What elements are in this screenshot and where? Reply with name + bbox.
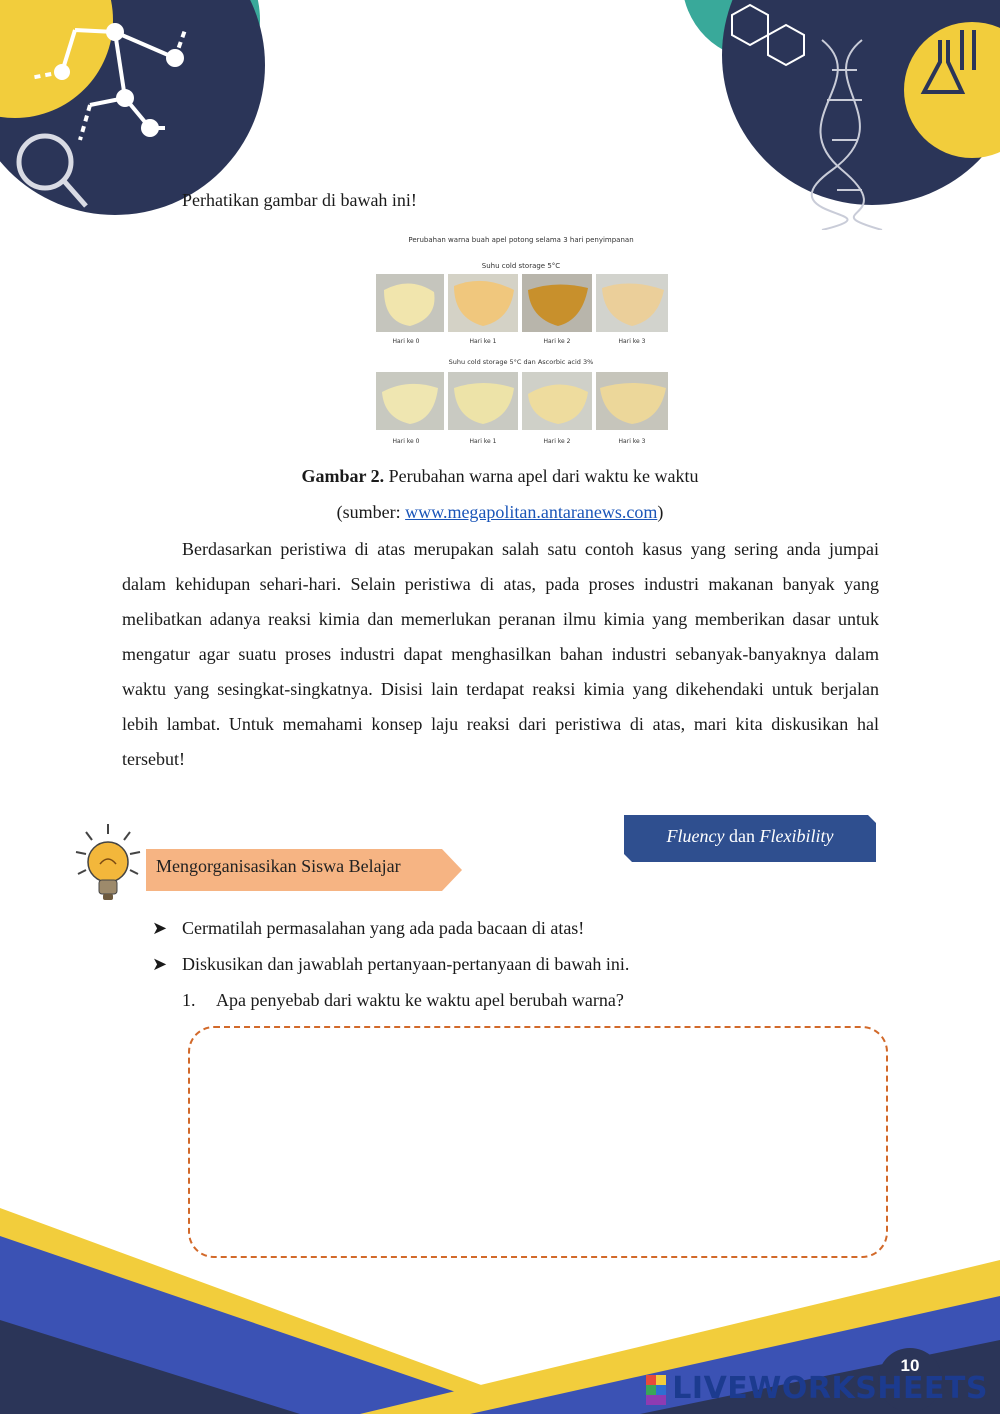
day-label: Hari ke 3 <box>618 338 646 345</box>
day-label: Hari ke 2 <box>543 438 571 445</box>
arrow-bullet-icon: ➤ <box>152 918 168 938</box>
page-number: 10 <box>900 1356 920 1375</box>
liveworksheets-watermark[interactable] <box>646 1371 988 1406</box>
figure-caption <box>0 466 1000 487</box>
source-link[interactable]: www.megapolitan.antaranews.com <box>405 502 658 522</box>
source-suffix: ) <box>657 502 664 522</box>
figure-row2-label: Suhu cold storage 5°C dan Ascorbic acid 3% <box>448 358 594 366</box>
bullet-item <box>152 918 584 939</box>
day-label: Hari ke 3 <box>618 438 646 445</box>
arrow-bullet-icon: ➤ <box>152 954 168 974</box>
bullet-text: Diskusikan dan jawablah pertanyaan-pertanyaan di bawah ini. <box>182 954 630 974</box>
day-label: Hari ke 2 <box>543 338 571 345</box>
apple-figure <box>368 228 674 452</box>
figure-row1-label: Suhu cold storage 5°C <box>481 262 561 270</box>
question-1 <box>182 990 624 1011</box>
day-label: Hari ke 0 <box>392 338 420 345</box>
figure-source <box>0 502 1000 523</box>
liveworksheets-logo-icon <box>646 1375 666 1405</box>
day-label: Hari ke 0 <box>392 438 420 445</box>
flexibility-word: Flexibility <box>759 826 834 846</box>
day-label: Hari ke 1 <box>469 438 497 445</box>
lightbulb-icon <box>72 822 142 904</box>
organize-banner-label: Mengorganisasikan Siswa Belajar <box>156 856 401 876</box>
fluency-and: dan <box>724 826 760 846</box>
body-paragraph: Berdasarkan peristiwa di atas merupakan salah satu contoh kasus yang sering anda jumpai dalam kehidupan sehari-hari. Selain peristiwa di atas, pada proses industri makanan banyak yang melibatkan adanya reaksi kimia dan memerlukan peranan ilmu kimia yang memberikan dasar untuk mengatur agar suatu proses industri dapat menghasilkan bahan industri sebanyak-banyaknya dalam waktu yang sesingkat-singkatnya. Disisi lain terdapat reaksi kimia yang dikehendaki untuk berjalan lebih lambat. Untuk memahami konsep laju reaksi dari peristiwa di atas, mari kita diskusikan hal tersebut! <box>122 539 879 769</box>
header-decoration-left <box>0 0 280 222</box>
figure-title: Perubahan warna buah apel potong selama 3 hari penyimpanan <box>408 236 634 244</box>
question-text: Apa penyebab dari waktu ke waktu apel berubah warna? <box>216 990 624 1010</box>
bullet-item <box>152 954 629 975</box>
watermark-text: LIVEWORKSHEETS <box>672 1371 988 1406</box>
header-decoration-right <box>672 0 1000 230</box>
source-prefix: (sumber: <box>336 502 406 522</box>
bullet-text: Cermatilah permasalahan yang ada pada bacaan di atas! <box>182 918 585 938</box>
caption-text: Perubahan warna apel dari waktu ke waktu <box>384 466 699 486</box>
fluency-word: Fluency <box>666 826 725 846</box>
caption-label: Gambar 2. <box>301 466 385 486</box>
day-label: Hari ke 1 <box>469 338 497 345</box>
intro-text: Perhatikan gambar di bawah ini! <box>182 190 417 210</box>
fluency-badge <box>624 826 876 847</box>
row1-photos <box>376 274 668 332</box>
row2-photos <box>376 372 668 430</box>
question-number: 1. <box>182 990 196 1010</box>
